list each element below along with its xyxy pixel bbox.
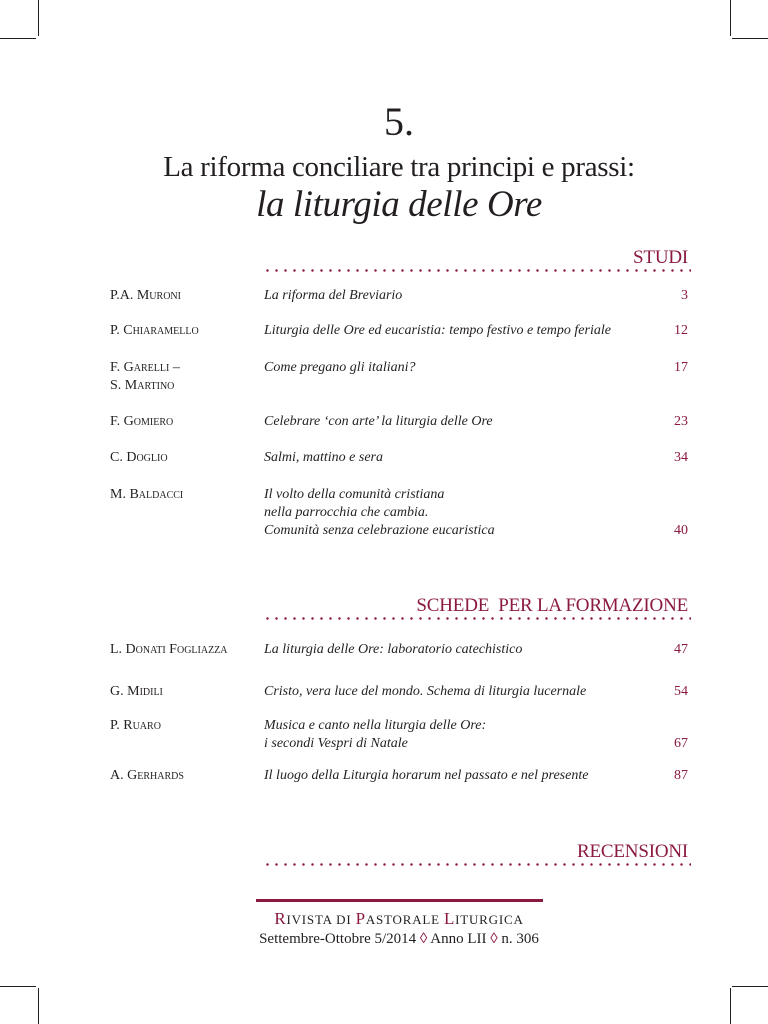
author-initial: F. G [110, 414, 134, 429]
article-title-line: i secondi Vespri di Natale [264, 736, 408, 751]
toc-page-number[interactable]: 3 [681, 288, 688, 303]
toc-article-title[interactable] [264, 683, 586, 701]
toc-author [110, 449, 168, 467]
toc-article-title[interactable] [264, 767, 588, 785]
author-surname: erhards [137, 768, 184, 783]
issue-year: Anno LII [427, 931, 491, 947]
author-initial: A. G [110, 768, 138, 783]
section-heading-recensioni: RECENSIONI [577, 841, 688, 862]
author-surname: onati [135, 642, 170, 657]
author-surname: idili [139, 684, 163, 699]
toc-page-number[interactable]: 40 [674, 523, 688, 538]
journal-initial: P [355, 909, 366, 928]
toc-page-number[interactable]: 67 [674, 736, 688, 751]
toc-page-number[interactable]: 12 [674, 323, 688, 338]
author-surname: artino [137, 378, 175, 393]
toc-page-number[interactable]: 87 [674, 768, 688, 783]
article-title-line: Comunità senza celebrazione eucaristica [264, 523, 495, 538]
section-heading-studi: STUDI [633, 247, 688, 268]
toc-page-number[interactable]: 47 [674, 642, 688, 657]
article-title-line: Il luogo della Liturgia horarum nel passato e nel presente [264, 768, 589, 783]
section-divider-studi [263, 269, 691, 272]
author-initial: P. C [110, 323, 133, 338]
article-title-line: Il volto della comunità cristiana [264, 487, 445, 502]
section-heading-schede: SCHEDE PER LA FORMAZIONE [416, 595, 688, 616]
article-title-line: nella parrocchia che cambia. [264, 505, 429, 520]
crop-mark-bottom-left-h [0, 986, 36, 987]
author-surname: oglio [136, 450, 168, 465]
issue-date: Settembre-Ottobre 5/2014 [259, 931, 420, 947]
crop-mark-bottom-right-h [732, 986, 768, 987]
toc-page-number[interactable]: 17 [674, 360, 688, 375]
article-title-line: Cristo, vera luce del mondo. Schema di liturgia lucernale [264, 684, 587, 699]
toc-author [110, 486, 183, 504]
crop-mark-top-right-v [730, 0, 731, 36]
journal-word: ASTORALE [365, 912, 444, 927]
toc-author [110, 359, 180, 395]
author-surname: omiero [133, 414, 174, 429]
section-divider-schede [263, 617, 691, 620]
journal-name [0, 908, 768, 931]
toc-article-title[interactable] [264, 322, 611, 340]
article-title-line: Salmi, mattino e sera [264, 450, 383, 465]
journal-word: ITURGICA [455, 912, 524, 927]
toc-page-number[interactable]: 54 [674, 684, 688, 699]
article-title-line: La riforma del Breviario [264, 288, 403, 303]
toc-author [110, 322, 199, 340]
article-title-line: Liturgia delle Ore ed eucaristia: tempo festivo e tempo feriale [264, 323, 611, 338]
journal-initial: L [443, 909, 456, 928]
author-surname: aldacci [138, 487, 184, 502]
toc-article-title[interactable] [264, 287, 402, 305]
article-title-line: Celebrare ‘con arte’ la liturgia delle Ore [264, 414, 493, 429]
author-initial: F. G [110, 360, 134, 375]
article-title-line: Musica e canto nella liturgia delle Ore: [264, 718, 487, 733]
author-initial: C. D [110, 450, 137, 465]
author-initial: G. M [110, 684, 140, 699]
toc-author [110, 413, 173, 431]
issue-number-info: n. 306 [497, 931, 539, 947]
journal-rule [256, 899, 543, 902]
toc-author [110, 641, 228, 659]
author-initial: S. M [110, 378, 138, 393]
crop-mark-top-left-h [0, 38, 36, 39]
toc-article-title[interactable] [264, 641, 522, 659]
journal-issue-info [0, 930, 768, 948]
author-surname: hiaramello [132, 323, 199, 338]
crop-mark-bottom-right-v [730, 988, 731, 1024]
toc-article-title[interactable] [264, 486, 495, 540]
author-surname: uaro [132, 718, 161, 733]
toc-article-title[interactable] [264, 359, 416, 377]
lozenge-separator: ◊ [419, 931, 428, 947]
author-surname: ogliazza [176, 642, 228, 657]
crop-mark-bottom-left-v [38, 988, 39, 1024]
author-surname: uroni [149, 288, 181, 303]
section-divider-recensioni [263, 863, 691, 866]
toc-author [110, 683, 163, 701]
crop-mark-top-left-v [38, 0, 39, 36]
toc-author [110, 767, 184, 785]
author-initial: P. R [110, 718, 133, 733]
lozenge-separator: ◊ [490, 931, 498, 947]
author-surname: arelli – [133, 360, 180, 375]
author-initial: F [169, 642, 177, 657]
author-initial: M. B [110, 487, 139, 502]
journal-word: IVISTA DI [286, 912, 356, 927]
crop-mark-top-right-h [732, 38, 768, 39]
page-title: La riforma conciliare tra principi e prassi: [163, 151, 635, 183]
toc-article-title[interactable] [264, 449, 383, 467]
toc-article-title[interactable] [264, 717, 486, 753]
author-initial: P.A. M [110, 288, 150, 303]
page-subtitle: la liturgia delle Ore [256, 184, 542, 225]
issue-number: 5. [384, 99, 414, 144]
journal-initial: R [274, 909, 287, 928]
toc-author [110, 287, 181, 305]
toc-page-number[interactable]: 34 [674, 450, 688, 465]
author-initial: L. D [110, 642, 136, 657]
toc-article-title[interactable] [264, 413, 493, 431]
toc-author [110, 717, 161, 735]
toc-page-number[interactable]: 23 [674, 414, 688, 429]
article-title-line: Come pregano gli italiani? [264, 360, 416, 375]
article-title-line: La liturgia delle Ore: laboratorio catechistico [264, 642, 523, 657]
